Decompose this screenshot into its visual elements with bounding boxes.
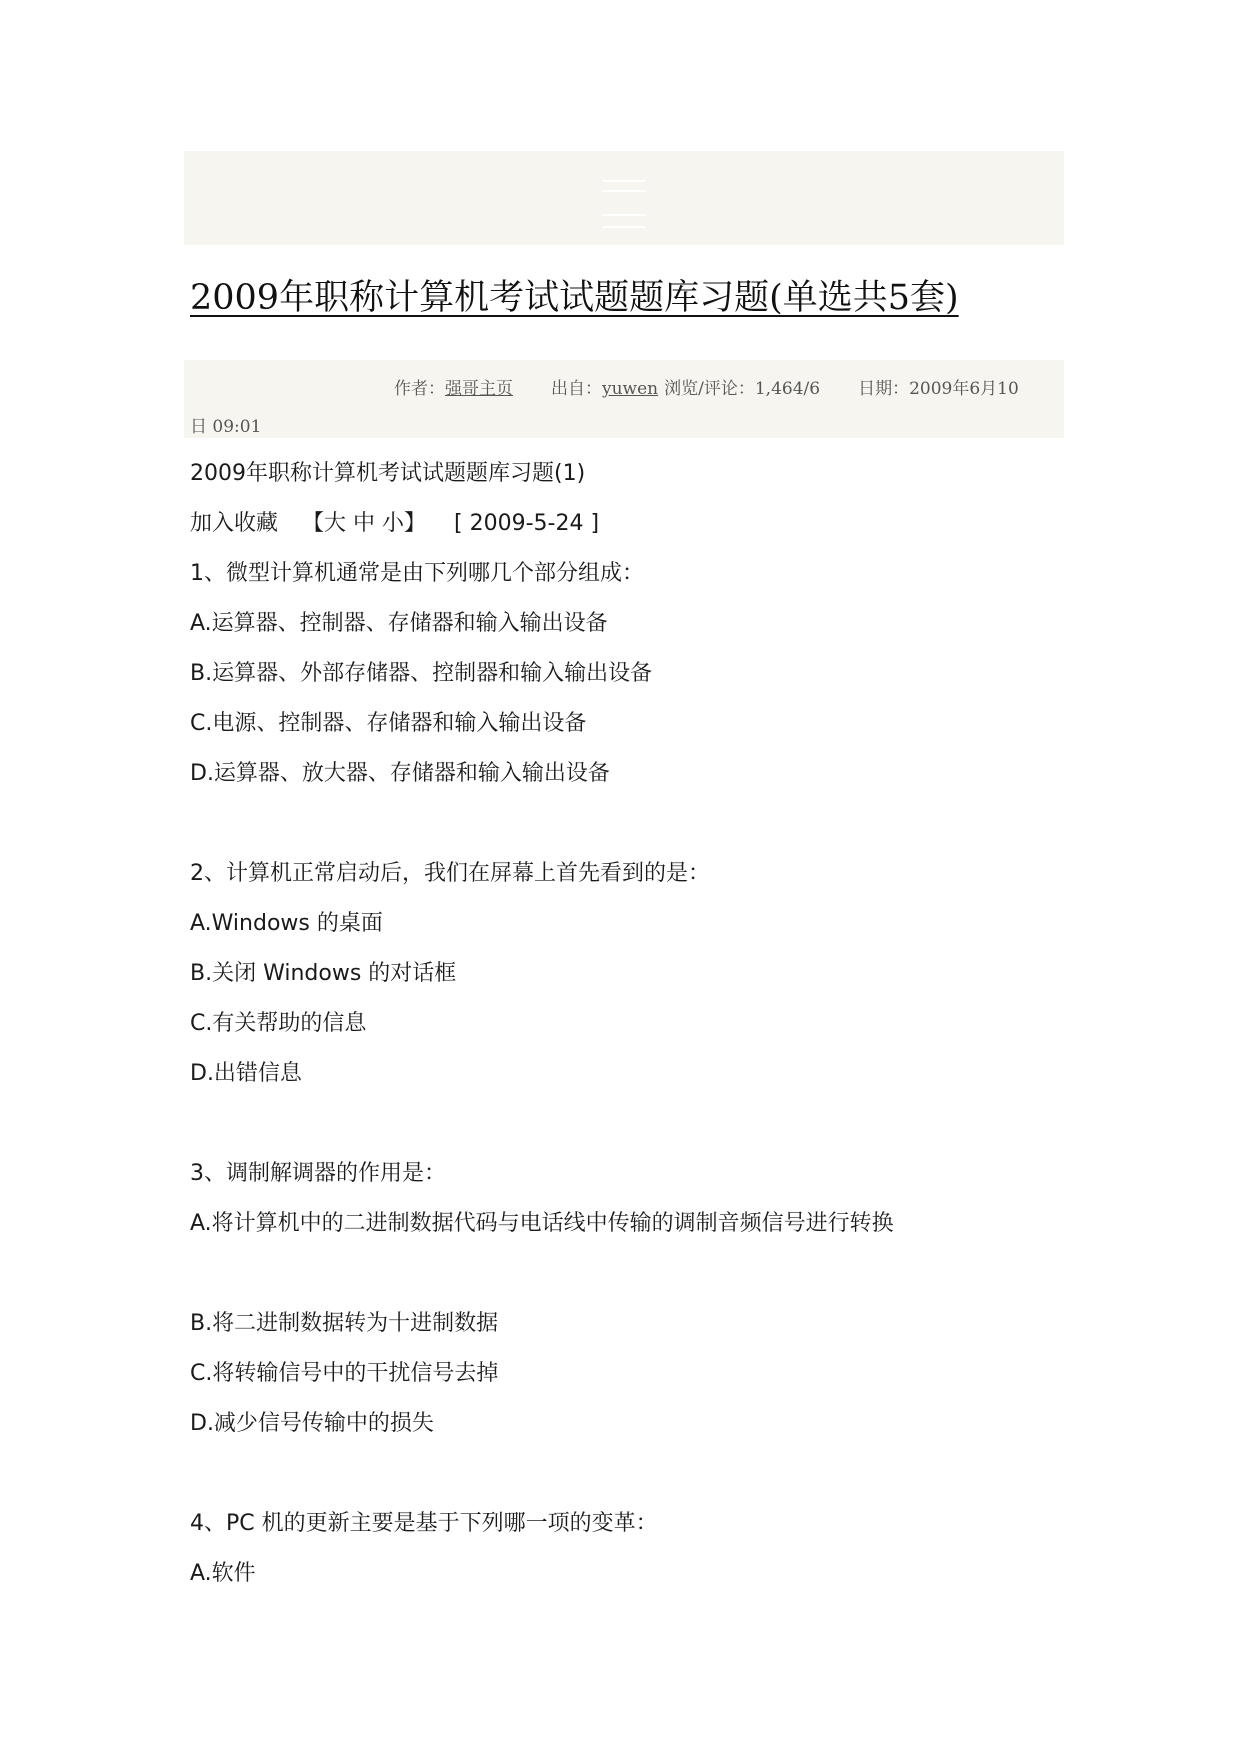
publish-date: 日期：2009年6月10 xyxy=(858,379,1019,399)
page-title: 2009年职称计算机考试试题题库习题(单选共5套) xyxy=(190,278,959,318)
article-toolbar xyxy=(190,499,1050,549)
bookmark-link[interactable]: 加入收藏 xyxy=(190,511,279,536)
author-link[interactable]: 强哥主页 xyxy=(445,379,513,399)
source-label: 出自： xyxy=(551,379,602,399)
option-text: C.电源、控制器、存储器和输入输出设备 xyxy=(190,711,587,736)
publish-date-continued: 日 09:01 xyxy=(190,417,262,437)
question-text: 4、PC 机的更新主要是基于下列哪一项的变革： xyxy=(190,1511,658,1536)
option-text: C.将转输信号中的干扰信号去掉 xyxy=(190,1361,499,1386)
option-text: B.运算器、外部存储器、控制器和输入输出设备 xyxy=(190,661,653,686)
source-link[interactable]: yuwen xyxy=(602,379,659,399)
question-text: 1、微型计算机通常是由下列哪几个部分组成： xyxy=(190,561,644,586)
article-meta-bar xyxy=(184,360,1064,438)
menu-icon[interactable] xyxy=(602,176,646,230)
views-comments: 浏览/评论：1,464/6 xyxy=(664,379,821,399)
option-text: A.软件 xyxy=(190,1561,256,1586)
question-text: 2、计算机正常启动后，我们在屏幕上首先看到的是： xyxy=(190,861,710,886)
article-meta-line xyxy=(394,374,1019,399)
option-text: B.将二进制数据转为十进制数据 xyxy=(190,1311,499,1336)
question-text: 3、调制解调器的作用是： xyxy=(190,1161,446,1186)
option-text: A.Windows 的桌面 xyxy=(190,911,383,936)
article-subtitle: 2009年职称计算机考试试题题库习题(1) xyxy=(190,461,586,486)
article-body xyxy=(190,449,1050,1599)
option-text: C.有关帮助的信息 xyxy=(190,1011,367,1036)
author-label: 作者： xyxy=(394,379,445,399)
option-text: D.运算器、放大器、存储器和输入输出设备 xyxy=(190,761,610,786)
option-text: D.出错信息 xyxy=(190,1061,302,1086)
option-text: A.运算器、控制器、存储器和输入输出设备 xyxy=(190,611,608,636)
article-date: [ 2009-5-24 ] xyxy=(454,511,600,536)
font-size-selector[interactable]: 【大 中 小】 xyxy=(302,511,427,536)
option-text: A.将计算机中的二进制数据代码与电话线中传输的调制音频信号进行转换 xyxy=(190,1211,894,1236)
option-text: B.关闭 Windows 的对话框 xyxy=(190,961,457,986)
option-text: D.减少信号传输中的损失 xyxy=(190,1411,434,1436)
